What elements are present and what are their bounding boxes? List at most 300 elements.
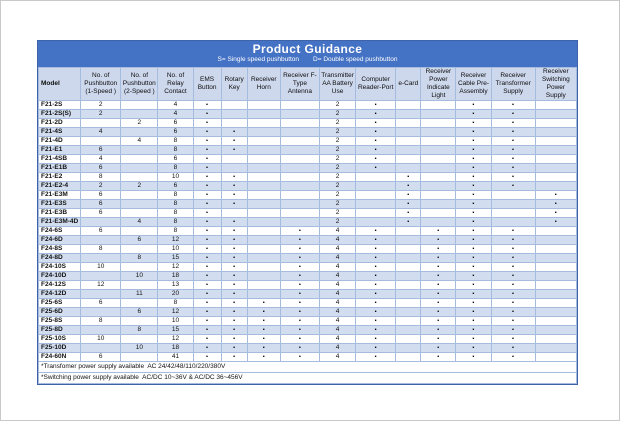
feature-dot-cell: ▪ xyxy=(356,236,396,245)
feature-dot-cell: ▪ xyxy=(491,344,535,353)
value-cell xyxy=(280,200,319,209)
value-cell xyxy=(247,245,280,254)
value-cell: 4 xyxy=(319,353,355,362)
value-cell: 2 xyxy=(81,101,121,110)
feature-dot-cell: ▪ xyxy=(247,344,280,353)
feature-dot-cell: ▪ xyxy=(193,110,221,119)
feature-dot-cell: ▪ xyxy=(456,137,491,146)
feature-dot-cell: ▪ xyxy=(356,128,396,137)
model-cell: F24-6S xyxy=(39,227,81,236)
value-cell xyxy=(247,182,280,191)
value-cell xyxy=(247,110,280,119)
feature-dot-cell: ▪ xyxy=(221,146,247,155)
feature-dot-cell: ▪ xyxy=(491,236,535,245)
value-cell: 8 xyxy=(158,299,193,308)
table-row xyxy=(39,200,577,209)
table-row xyxy=(39,155,577,164)
value-cell xyxy=(247,290,280,299)
table-row xyxy=(39,263,577,272)
value-cell xyxy=(396,263,421,272)
value-cell: 8 xyxy=(81,245,121,254)
feature-dot-cell: ▪ xyxy=(221,218,247,227)
value-cell: 8 xyxy=(158,137,193,146)
value-cell xyxy=(535,101,576,110)
feature-dot-cell: ▪ xyxy=(396,182,421,191)
value-cell xyxy=(121,173,158,182)
value-cell xyxy=(121,299,158,308)
value-cell: 10 xyxy=(121,272,158,281)
value-cell xyxy=(396,344,421,353)
value-cell xyxy=(535,254,576,263)
value-cell xyxy=(121,128,158,137)
value-cell xyxy=(247,263,280,272)
feature-dot-cell: ▪ xyxy=(491,101,535,110)
feature-dot-cell: ▪ xyxy=(491,182,535,191)
feature-dot-cell: ▪ xyxy=(193,254,221,263)
feature-dot-cell: ▪ xyxy=(356,110,396,119)
value-cell xyxy=(535,272,576,281)
feature-dot-cell: ▪ xyxy=(456,191,491,200)
value-cell xyxy=(396,290,421,299)
model-cell: F25-10S xyxy=(39,335,81,344)
value-cell xyxy=(247,200,280,209)
value-cell xyxy=(280,164,319,173)
value-cell xyxy=(535,281,576,290)
column-header: No. of Pushbutton (2-Speed ) xyxy=(121,68,158,101)
feature-dot-cell: ▪ xyxy=(193,290,221,299)
feature-dot-cell: ▪ xyxy=(456,182,491,191)
value-cell: 6 xyxy=(158,119,193,128)
feature-dot-cell: ▪ xyxy=(280,326,319,335)
feature-dot-cell: ▪ xyxy=(456,200,491,209)
feature-dot-cell: ▪ xyxy=(221,344,247,353)
table-row xyxy=(39,191,577,200)
table-row xyxy=(39,272,577,281)
value-cell xyxy=(280,128,319,137)
model-cell: F24-10S xyxy=(39,263,81,272)
feature-dot-cell: ▪ xyxy=(456,254,491,263)
value-cell xyxy=(421,191,456,200)
header-row xyxy=(39,68,577,101)
feature-dot-cell: ▪ xyxy=(356,326,396,335)
footnote-switching: *Switching power supply available AC/DC 10~36V & AC/DC 36~456V xyxy=(39,373,577,384)
feature-dot-cell: ▪ xyxy=(221,200,247,209)
value-cell: 4 xyxy=(319,245,355,254)
value-cell xyxy=(121,146,158,155)
feature-dot-cell: ▪ xyxy=(221,173,247,182)
value-cell xyxy=(121,110,158,119)
table-row xyxy=(39,281,577,290)
value-cell xyxy=(535,317,576,326)
feature-dot-cell: ▪ xyxy=(396,191,421,200)
model-cell: F25-6D xyxy=(39,308,81,317)
value-cell xyxy=(121,209,158,218)
value-cell: 2 xyxy=(319,218,355,227)
feature-dot-cell: ▪ xyxy=(193,218,221,227)
model-cell: F24-6D xyxy=(39,236,81,245)
feature-dot-cell: ▪ xyxy=(491,137,535,146)
feature-dot-cell: ▪ xyxy=(280,236,319,245)
column-header: Receiver Power Indicate Light xyxy=(421,68,456,101)
value-cell xyxy=(121,353,158,362)
value-cell xyxy=(535,344,576,353)
feature-dot-cell: ▪ xyxy=(535,209,576,218)
feature-dot-cell: ▪ xyxy=(456,110,491,119)
value-cell xyxy=(535,245,576,254)
feature-dot-cell: ▪ xyxy=(221,263,247,272)
model-cell: F25-6S xyxy=(39,299,81,308)
table-row xyxy=(39,335,577,344)
feature-dot-cell: ▪ xyxy=(535,191,576,200)
value-cell xyxy=(121,335,158,344)
value-cell xyxy=(396,236,421,245)
value-cell xyxy=(81,344,121,353)
feature-dot-cell: ▪ xyxy=(456,236,491,245)
value-cell xyxy=(491,218,535,227)
value-cell xyxy=(121,155,158,164)
feature-dot-cell: ▪ xyxy=(247,353,280,362)
feature-dot-cell: ▪ xyxy=(491,281,535,290)
feature-dot-cell: ▪ xyxy=(193,317,221,326)
value-cell xyxy=(280,119,319,128)
value-cell xyxy=(247,119,280,128)
feature-dot-cell: ▪ xyxy=(456,281,491,290)
value-cell: 4 xyxy=(319,281,355,290)
value-cell xyxy=(280,101,319,110)
value-cell xyxy=(535,146,576,155)
table-row xyxy=(39,236,577,245)
feature-dot-cell: ▪ xyxy=(421,317,456,326)
model-cell: F21-E1 xyxy=(39,146,81,155)
value-cell xyxy=(121,200,158,209)
feature-dot-cell: ▪ xyxy=(221,308,247,317)
value-cell: 4 xyxy=(319,263,355,272)
value-cell: 6 xyxy=(158,155,193,164)
feature-dot-cell: ▪ xyxy=(193,263,221,272)
feature-dot-cell: ▪ xyxy=(356,353,396,362)
value-cell: 12 xyxy=(81,281,121,290)
value-cell xyxy=(396,308,421,317)
legend-single-speed: S= Single speed pushbutton xyxy=(217,56,300,63)
feature-dot-cell: ▪ xyxy=(356,317,396,326)
value-cell xyxy=(421,218,456,227)
value-cell xyxy=(121,191,158,200)
feature-dot-cell: ▪ xyxy=(456,209,491,218)
value-cell xyxy=(535,110,576,119)
value-cell xyxy=(535,236,576,245)
value-cell: 2 xyxy=(319,101,355,110)
value-cell xyxy=(280,191,319,200)
feature-dot-cell: ▪ xyxy=(491,353,535,362)
feature-dot-cell: ▪ xyxy=(247,308,280,317)
table-row xyxy=(39,326,577,335)
value-cell: 8 xyxy=(121,326,158,335)
value-cell xyxy=(421,164,456,173)
value-cell: 4 xyxy=(121,137,158,146)
value-cell xyxy=(535,290,576,299)
feature-dot-cell: ▪ xyxy=(356,146,396,155)
value-cell xyxy=(491,191,535,200)
table-row xyxy=(39,101,577,110)
feature-dot-cell: ▪ xyxy=(421,335,456,344)
feature-dot-cell: ▪ xyxy=(193,227,221,236)
value-cell: 10 xyxy=(158,173,193,182)
feature-dot-cell: ▪ xyxy=(456,227,491,236)
feature-dot-cell: ▪ xyxy=(193,146,221,155)
value-cell xyxy=(280,110,319,119)
feature-dot-cell: ▪ xyxy=(421,227,456,236)
model-cell: F21-E2-4 xyxy=(39,182,81,191)
value-cell: 4 xyxy=(319,236,355,245)
value-cell xyxy=(121,164,158,173)
value-cell xyxy=(396,254,421,263)
feature-dot-cell: ▪ xyxy=(456,353,491,362)
feature-dot-cell: ▪ xyxy=(356,227,396,236)
footnote-transformer: *Transfomer power supply available AC 24/42/48/110/220/380V xyxy=(39,362,577,373)
feature-dot-cell: ▪ xyxy=(356,263,396,272)
feature-dot-cell: ▪ xyxy=(193,353,221,362)
value-cell: 4 xyxy=(319,326,355,335)
feature-dot-cell: ▪ xyxy=(396,173,421,182)
feature-dot-cell: ▪ xyxy=(421,344,456,353)
value-cell xyxy=(121,101,158,110)
feature-dot-cell: ▪ xyxy=(193,236,221,245)
value-cell xyxy=(396,146,421,155)
value-cell: 2 xyxy=(319,155,355,164)
feature-dot-cell: ▪ xyxy=(280,299,319,308)
value-cell xyxy=(535,335,576,344)
feature-dot-cell: ▪ xyxy=(193,326,221,335)
table-row xyxy=(39,182,577,191)
feature-dot-cell: ▪ xyxy=(491,308,535,317)
value-cell xyxy=(247,236,280,245)
table-row xyxy=(39,290,577,299)
value-cell xyxy=(356,209,396,218)
feature-dot-cell: ▪ xyxy=(491,317,535,326)
model-cell: F24-8D xyxy=(39,254,81,263)
value-cell: 2 xyxy=(319,173,355,182)
value-cell xyxy=(247,155,280,164)
feature-dot-cell: ▪ xyxy=(356,245,396,254)
value-cell xyxy=(535,227,576,236)
value-cell: 12 xyxy=(158,308,193,317)
value-cell: 8 xyxy=(158,218,193,227)
value-cell: 4 xyxy=(319,308,355,317)
feature-dot-cell: ▪ xyxy=(356,335,396,344)
feature-dot-cell: ▪ xyxy=(356,119,396,128)
value-cell: 2 xyxy=(81,182,121,191)
value-cell xyxy=(396,335,421,344)
feature-dot-cell: ▪ xyxy=(456,155,491,164)
value-cell: 4 xyxy=(121,218,158,227)
column-header: Receiver F-Type Antenna xyxy=(280,68,319,101)
value-cell xyxy=(535,119,576,128)
feature-dot-cell: ▪ xyxy=(280,254,319,263)
value-cell xyxy=(280,173,319,182)
value-cell: 2 xyxy=(81,110,121,119)
feature-dot-cell: ▪ xyxy=(356,299,396,308)
value-cell xyxy=(421,128,456,137)
feature-dot-cell: ▪ xyxy=(221,245,247,254)
value-cell: 6 xyxy=(81,299,121,308)
feature-dot-cell: ▪ xyxy=(421,299,456,308)
feature-dot-cell: ▪ xyxy=(193,335,221,344)
model-cell: F21-2S(S) xyxy=(39,110,81,119)
value-cell: 6 xyxy=(158,182,193,191)
value-cell: 8 xyxy=(81,173,121,182)
value-cell: 10 xyxy=(158,245,193,254)
value-cell xyxy=(396,128,421,137)
value-cell xyxy=(280,155,319,164)
value-cell xyxy=(280,146,319,155)
feature-dot-cell: ▪ xyxy=(456,146,491,155)
table-row xyxy=(39,164,577,173)
value-cell: 12 xyxy=(158,335,193,344)
feature-dot-cell: ▪ xyxy=(456,263,491,272)
feature-dot-cell: ▪ xyxy=(193,272,221,281)
feature-dot-cell: ▪ xyxy=(193,245,221,254)
column-header: Receiver Switching Power Supply xyxy=(535,68,576,101)
value-cell xyxy=(221,209,247,218)
column-header: e-Card xyxy=(396,68,421,101)
feature-dot-cell: ▪ xyxy=(491,263,535,272)
feature-dot-cell: ▪ xyxy=(456,101,491,110)
table-row xyxy=(39,353,577,362)
feature-dot-cell: ▪ xyxy=(193,182,221,191)
feature-dot-cell: ▪ xyxy=(356,281,396,290)
table-row xyxy=(39,227,577,236)
value-cell: 6 xyxy=(81,209,121,218)
value-cell: 8 xyxy=(158,164,193,173)
value-cell xyxy=(81,119,121,128)
value-cell xyxy=(421,173,456,182)
column-header: Receiver Transformer Supply xyxy=(491,68,535,101)
value-cell xyxy=(247,173,280,182)
value-cell: 6 xyxy=(81,227,121,236)
value-cell xyxy=(421,101,456,110)
table-row xyxy=(39,308,577,317)
legend-double-speed: D= Double speed pushbutton xyxy=(313,56,398,63)
value-cell xyxy=(396,227,421,236)
value-cell xyxy=(535,155,576,164)
value-cell: 6 xyxy=(81,146,121,155)
value-cell xyxy=(535,308,576,317)
table-row xyxy=(39,254,577,263)
feature-dot-cell: ▪ xyxy=(221,353,247,362)
value-cell xyxy=(221,101,247,110)
value-cell xyxy=(280,182,319,191)
value-cell xyxy=(247,209,280,218)
feature-dot-cell: ▪ xyxy=(491,272,535,281)
feature-dot-cell: ▪ xyxy=(193,128,221,137)
value-cell xyxy=(280,218,319,227)
value-cell xyxy=(396,155,421,164)
value-cell xyxy=(535,326,576,335)
column-header: Computer Reader-Port xyxy=(356,68,396,101)
value-cell: 6 xyxy=(81,353,121,362)
value-cell: 2 xyxy=(319,146,355,155)
value-cell xyxy=(81,218,121,227)
feature-dot-cell: ▪ xyxy=(247,335,280,344)
value-cell xyxy=(356,182,396,191)
feature-dot-cell: ▪ xyxy=(421,245,456,254)
value-cell: 2 xyxy=(319,128,355,137)
value-cell xyxy=(396,299,421,308)
model-cell: F21-E2 xyxy=(39,173,81,182)
feature-dot-cell: ▪ xyxy=(221,236,247,245)
feature-dot-cell: ▪ xyxy=(221,137,247,146)
feature-dot-cell: ▪ xyxy=(456,308,491,317)
product-guidance-table xyxy=(37,40,578,385)
value-cell xyxy=(356,173,396,182)
value-cell: 4 xyxy=(158,101,193,110)
value-cell xyxy=(396,272,421,281)
value-cell: 8 xyxy=(158,191,193,200)
value-cell xyxy=(535,164,576,173)
feature-dot-cell: ▪ xyxy=(491,164,535,173)
value-cell: 8 xyxy=(158,200,193,209)
table-row xyxy=(39,344,577,353)
feature-dot-cell: ▪ xyxy=(491,326,535,335)
value-cell xyxy=(396,101,421,110)
value-cell xyxy=(535,137,576,146)
value-cell xyxy=(247,191,280,200)
table-row xyxy=(39,128,577,137)
feature-dot-cell: ▪ xyxy=(247,326,280,335)
value-cell: 8 xyxy=(81,317,121,326)
feature-dot-cell: ▪ xyxy=(421,254,456,263)
value-cell xyxy=(421,182,456,191)
value-cell: 6 xyxy=(121,308,158,317)
value-cell: 4 xyxy=(319,344,355,353)
feature-dot-cell: ▪ xyxy=(491,299,535,308)
value-cell xyxy=(535,182,576,191)
feature-dot-cell: ▪ xyxy=(280,281,319,290)
value-cell: 15 xyxy=(158,254,193,263)
table-row xyxy=(39,119,577,128)
feature-dot-cell: ▪ xyxy=(456,128,491,137)
value-cell: 6 xyxy=(81,191,121,200)
feature-dot-cell: ▪ xyxy=(247,317,280,326)
value-cell: 11 xyxy=(121,290,158,299)
value-cell: 8 xyxy=(158,209,193,218)
table-row xyxy=(39,245,577,254)
value-cell xyxy=(421,155,456,164)
feature-dot-cell: ▪ xyxy=(491,173,535,182)
feature-dot-cell: ▪ xyxy=(491,110,535,119)
value-cell xyxy=(421,209,456,218)
value-cell xyxy=(421,200,456,209)
feature-dot-cell: ▪ xyxy=(456,218,491,227)
value-cell xyxy=(247,272,280,281)
value-cell xyxy=(247,137,280,146)
value-cell: 18 xyxy=(158,272,193,281)
value-cell: 41 xyxy=(158,353,193,362)
value-cell: 2 xyxy=(319,209,355,218)
feature-dot-cell: ▪ xyxy=(421,236,456,245)
table-row xyxy=(39,146,577,155)
value-cell xyxy=(421,119,456,128)
model-cell: F24-10D xyxy=(39,272,81,281)
feature-dot-cell: ▪ xyxy=(456,344,491,353)
footnote-row xyxy=(39,362,577,373)
column-header: EMS Button xyxy=(193,68,221,101)
value-cell xyxy=(81,137,121,146)
feature-dot-cell: ▪ xyxy=(221,128,247,137)
feature-dot-cell: ▪ xyxy=(356,164,396,173)
feature-dot-cell: ▪ xyxy=(456,119,491,128)
value-cell xyxy=(396,164,421,173)
